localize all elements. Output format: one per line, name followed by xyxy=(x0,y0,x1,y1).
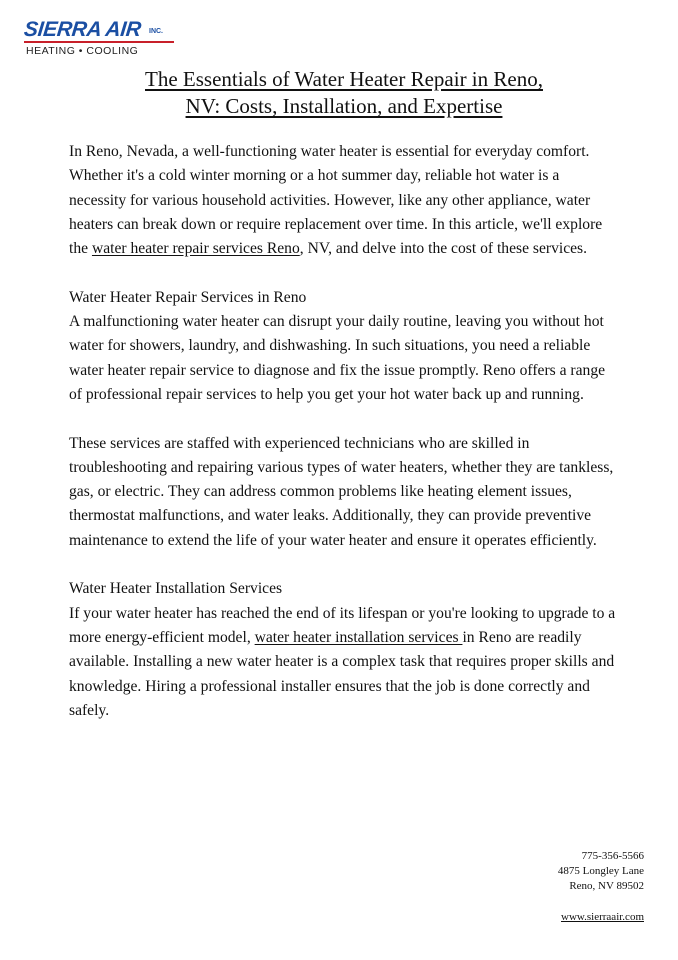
installation-section-heading: Water Heater Installation Services xyxy=(69,580,283,598)
repair-paragraph-1: A malfunctioning water heater can disrupt your daily routine, leaving you without hot water for showers, laundry, and dishwashing. In such situations, you need a reliable water heater repair service to diagnose and fix the issue promptly. Reno offers a range of professional repair services to help you get your hot water back up and running. xyxy=(69,313,606,403)
installation-services-link[interactable]: water heater installation services xyxy=(254,628,463,646)
installation-text-start: If your water heater has reached the end of its lifespan or you're looking to upgrade to a more energy-efficient model, xyxy=(69,604,616,646)
logo-red-rule xyxy=(24,41,174,43)
logo-inc-text: INC. xyxy=(149,28,163,35)
sierra-air-logo xyxy=(24,20,180,60)
repair-services-link[interactable]: water heater repair services Reno xyxy=(91,240,300,258)
paragraph-spacer xyxy=(69,261,617,285)
paragraph-spacer xyxy=(69,407,617,431)
logo-tagline: HEATING • COOLING xyxy=(26,45,139,57)
website-link[interactable]: www.sierraair.com xyxy=(561,911,644,923)
intro-text-end: , NV, and delve into the cost of these services. xyxy=(299,240,588,258)
article-body xyxy=(69,140,617,723)
installation-text-end: in Reno are readily available. Installing a new water heater is a complex task that requires proper skills and knowledge. Hiring a professional installer ensures that the job is done correctly and safely. xyxy=(69,628,615,719)
repair-paragraph-2: These services are staffed with experienced technicians who are skilled in troubleshooting and repairing various types of water heaters, whether they are tankless, gas, or electric. They can address common problems like heating element issues, thermostat malfunctions, and water leaks. Additionally, they can provide preventive maintenance to extend the life of your water heater and ensure it operates efficiently. xyxy=(69,434,614,549)
contact-street: 4875 Longley Lane xyxy=(557,865,644,877)
logo-brand-text: SIERRA AIR xyxy=(22,18,143,41)
contact-block xyxy=(558,849,644,894)
intro-paragraph xyxy=(69,140,617,261)
page-title xyxy=(70,66,618,120)
paragraph-spacer xyxy=(69,553,617,577)
title-line-1: The Essentials of Water Heater Repair in Reno, xyxy=(145,67,543,91)
intro-text-start: In Reno, Nevada, a well-functioning water heater is essential for everyday comfort. Whether it's a cold winter morning or a hot summer day, reliable hot water is a necessity for various household activities. However, like any other appliance, water heaters can break down or require replacement over time. In this article, we'll explore the xyxy=(69,143,603,258)
title-line-2: NV: Costs, Installation, and Expertise xyxy=(185,94,503,118)
contact-city: Reno, NV 89502 xyxy=(569,880,644,892)
contact-phone: 775-356-5566 xyxy=(581,850,644,862)
repair-section-heading: Water Heater Repair Services in Reno xyxy=(69,288,307,306)
installation-paragraph xyxy=(69,602,617,723)
